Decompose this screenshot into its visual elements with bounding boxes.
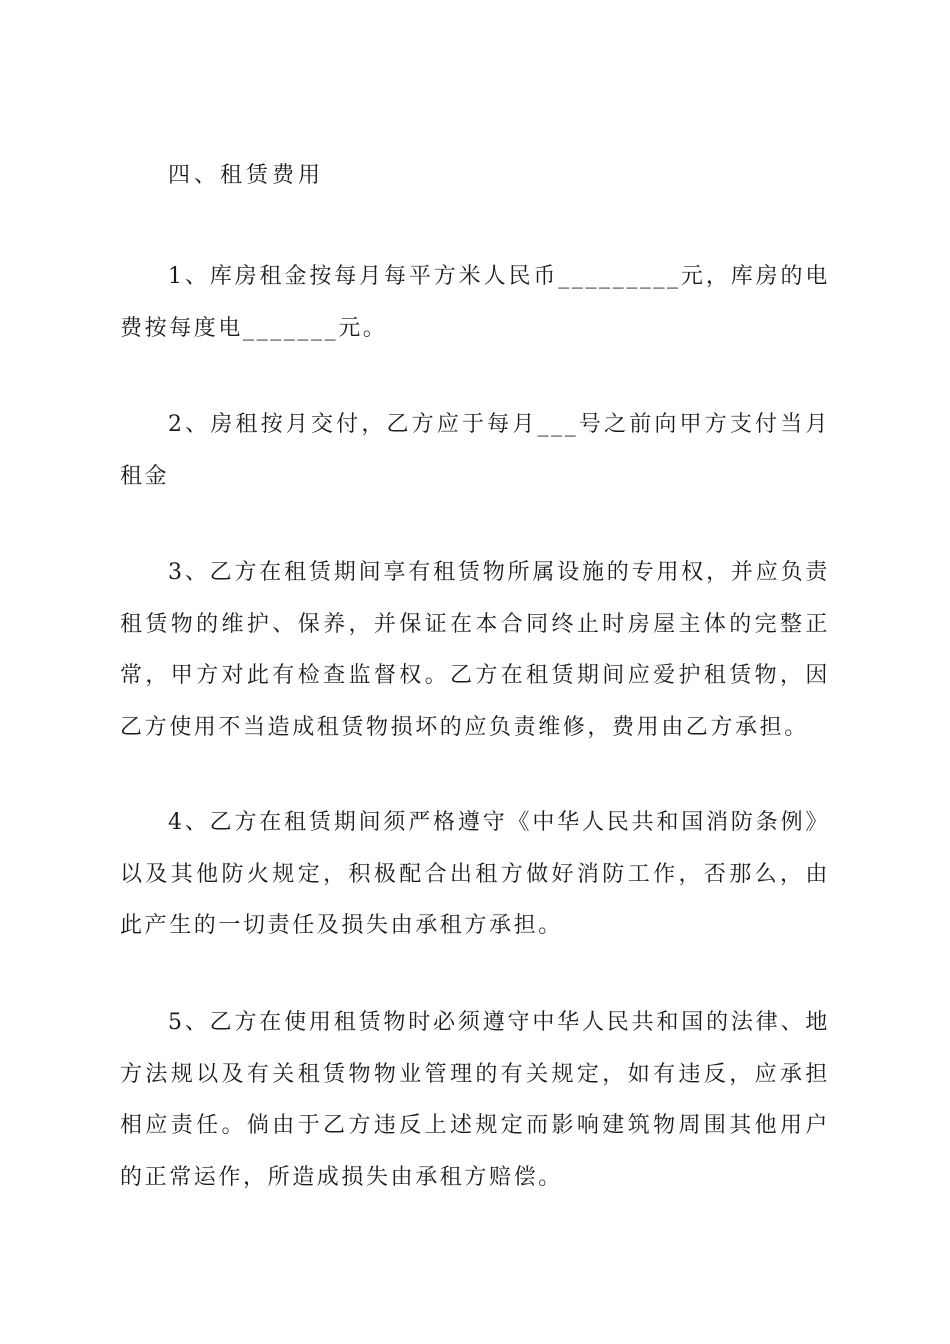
paragraph-payment-schedule: 2、房租按月交付，乙方应于每月___号之前向甲方支付当月租金 — [120, 412, 830, 489]
paragraph-maintenance: 3、乙方在租赁期间享有租赁物所属设施的专用权，并应负责租赁物的维护、保养，并保证在本合同终止时房屋主体的完整正常，甲方对此有检查监督权。乙方在租赁期间应爱护租赁物，因乙方使用不当造成租赁物损坏的应负责维修，费用由乙方承担。 — [120, 560, 830, 740]
paragraph-legal-compliance: 5、乙方在使用租赁物时必须遵守中华人民共和国的法律、地方法规以及有关租赁物物业管理的有关规定，如有违反，应承担相应责任。倘由于乙方违反上述规定而影响建筑物周围其他用户的正常运作，所造成损失由承租方赔偿。 — [120, 1010, 830, 1190]
section-heading: 四、租赁费用 — [168, 163, 325, 188]
paragraph-rent-rate: 1、库房租金按每月每平方米人民币_________元，库房的电费按每度电_______元。 — [120, 264, 830, 341]
paragraph-fire-safety: 4、乙方在租赁期间须严格遵守《中华人民共和国消防条例》以及其他防火规定，积极配合出租方做好消防工作，否那么，由此产生的一切责任及损失由承租方承担。 — [120, 810, 830, 938]
